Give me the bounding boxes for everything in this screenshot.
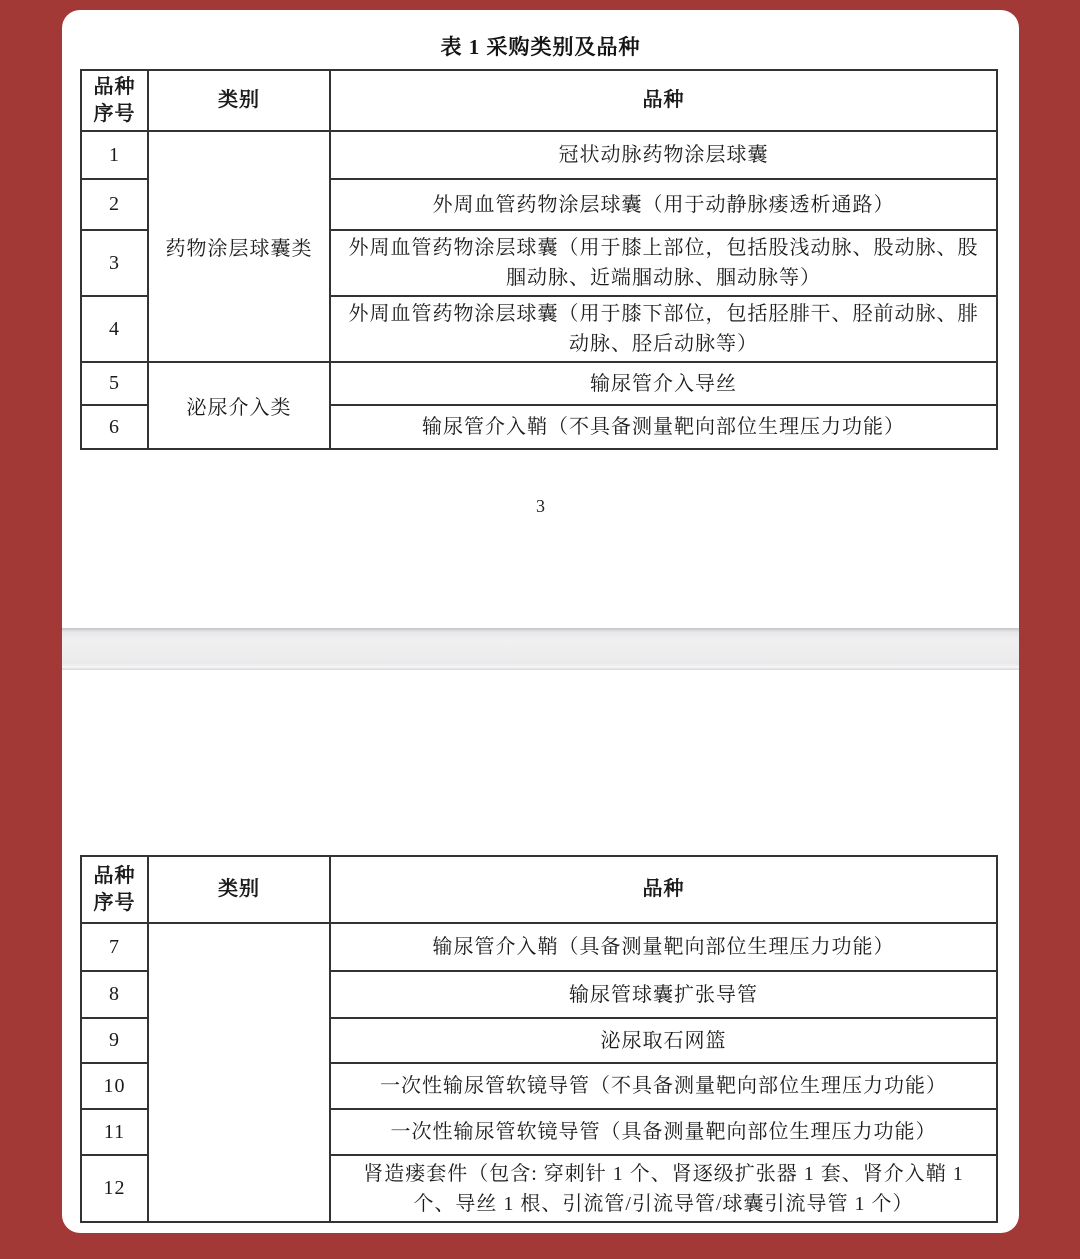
item-cell: 泌尿取石网篮 xyxy=(330,1018,997,1063)
item-cell: 外周血管药物涂层球囊（用于膝下部位，包括胫腓干、胫前动脉、腓动脉、胫后动脉等） xyxy=(330,296,997,362)
table-row xyxy=(81,131,997,179)
document-page-3 xyxy=(62,10,1019,628)
row-number-cell: 1 xyxy=(81,131,148,179)
row-number-cell: 12 xyxy=(81,1155,148,1222)
item-cell: 输尿管介入导丝 xyxy=(330,362,997,405)
item-cell: 输尿管球囊扩张导管 xyxy=(330,971,997,1018)
row-number-cell: 6 xyxy=(81,405,148,449)
row-number-cell: 3 xyxy=(81,230,148,296)
row-number-cell: 9 xyxy=(81,1018,148,1063)
row-number-cell: 5 xyxy=(81,362,148,405)
header-category: 类别 xyxy=(148,856,330,923)
item-cell: 外周血管药物涂层球囊（用于膝上部位，包括股浅动脉、股动脉、股腘动脉、近端腘动脉、腘动脉等） xyxy=(330,230,997,296)
table-header-row xyxy=(81,856,997,923)
item-cell: 一次性输尿管软镜导管（不具备测量靶向部位生理压力功能） xyxy=(330,1063,997,1109)
page-separator xyxy=(62,628,1019,670)
header-category: 类别 xyxy=(148,70,330,131)
header-variety: 品种 xyxy=(330,856,997,923)
page-number: 3 xyxy=(536,496,545,516)
item-cell: 肾造瘘套件（包含: 穿刺针 1 个、肾逐级扩张器 1 套、肾介入鞘 1 个、导丝 1 根、引流管/引流导管/球囊引流导管 1 个） xyxy=(330,1155,997,1222)
table-row xyxy=(81,362,997,405)
item-cell: 一次性输尿管软镜导管（具备测量靶向部位生理压力功能） xyxy=(330,1109,997,1155)
procurement-table-page3 xyxy=(80,69,998,450)
category-cell: 药物涂层球囊类 xyxy=(148,131,330,362)
category-cell xyxy=(148,923,330,1222)
document-page-4 xyxy=(62,670,1019,1233)
header-variety-no: 品种序号 xyxy=(81,70,148,131)
item-cell: 输尿管介入鞘（不具备测量靶向部位生理压力功能） xyxy=(330,405,997,449)
item-cell: 外周血管药物涂层球囊（用于动静脉瘘透析通路） xyxy=(330,179,997,230)
row-number-cell: 2 xyxy=(81,179,148,230)
category-cell: 泌尿介入类 xyxy=(148,362,330,449)
row-number-cell: 8 xyxy=(81,971,148,1018)
header-variety: 品种 xyxy=(330,70,997,131)
row-number-cell: 7 xyxy=(81,923,148,971)
item-cell: 冠状动脉药物涂层球囊 xyxy=(330,131,997,179)
row-number-cell: 10 xyxy=(81,1063,148,1109)
procurement-table-page4 xyxy=(80,855,998,1223)
table-title: 表 1 采购类别及品种 xyxy=(440,35,641,59)
header-variety-no: 品种序号 xyxy=(81,856,148,923)
row-number-cell: 11 xyxy=(81,1109,148,1155)
item-cell: 输尿管介入鞘（具备测量靶向部位生理压力功能） xyxy=(330,923,997,971)
row-number-cell: 4 xyxy=(81,296,148,362)
table-header-row xyxy=(81,70,997,131)
table-row xyxy=(81,923,997,971)
